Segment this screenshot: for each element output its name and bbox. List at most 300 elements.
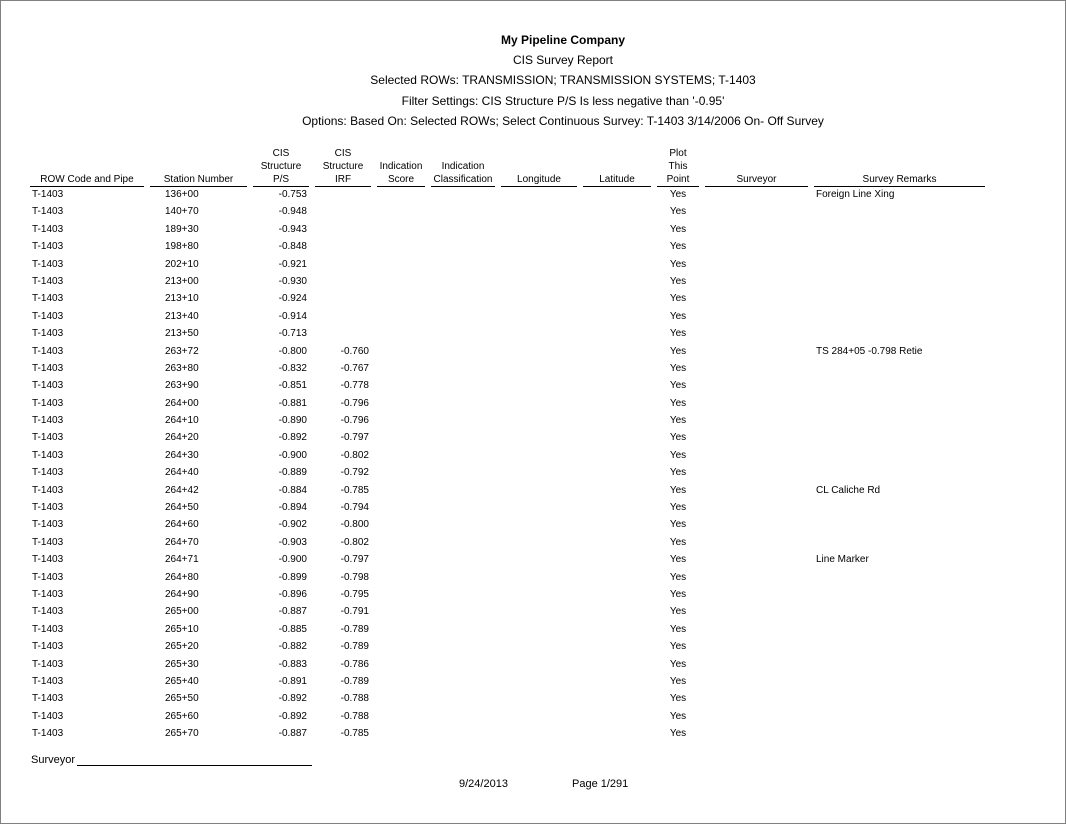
cell-longitude	[501, 710, 577, 727]
table-row	[30, 240, 985, 257]
cell-indication-classification	[431, 658, 495, 675]
cell-structure-irf: -0.767	[340, 362, 369, 374]
cell-remarks	[814, 223, 985, 240]
table-row	[30, 623, 985, 640]
table-row	[30, 588, 985, 605]
cell-indication-classification	[431, 588, 495, 605]
cell-structure-ps: -0.924	[278, 293, 307, 305]
cell-structure-ps: -0.899	[278, 571, 307, 583]
cell-indication-classification	[431, 553, 495, 570]
cell-structure-ps: -0.890	[278, 415, 307, 427]
cell-structure-irf: -0.796	[340, 397, 369, 409]
cell-station: 265+10	[165, 623, 199, 635]
cell-plot: Yes	[669, 519, 687, 531]
cell-indication-score	[377, 518, 425, 535]
cell-structure-irf: -0.789	[340, 623, 369, 635]
cell-structure-ps: -0.902	[278, 519, 307, 531]
cell-plot: Yes	[669, 362, 687, 374]
cell-row-code: T-1403	[32, 293, 64, 305]
cell-latitude	[583, 501, 651, 518]
cell-indication-classification	[431, 223, 495, 240]
cell-plot: Yes	[669, 293, 687, 305]
cell-plot: Yes	[669, 380, 687, 392]
cell-indication-classification	[431, 258, 495, 275]
cell-structure-irf	[315, 188, 371, 205]
cell-station: 264+30	[165, 449, 199, 461]
cell-remarks	[814, 658, 985, 675]
cell-surveyor	[705, 727, 808, 744]
col-header-latitude: Latitude	[583, 147, 651, 188]
cell-plot: Yes	[669, 467, 687, 479]
cell-plot: Yes	[669, 710, 687, 722]
cell-surveyor	[705, 518, 808, 535]
cell-surveyor	[705, 345, 808, 362]
cell-structure-irf: -0.794	[340, 502, 369, 514]
cell-row-code: T-1403	[32, 728, 64, 740]
col-header-irf: CIS Structure IRF	[315, 147, 371, 188]
cell-row-code: T-1403	[32, 519, 64, 531]
col-header-row-code: ROW Code and Pipe	[30, 147, 144, 188]
cell-indication-score	[377, 397, 425, 414]
cell-latitude	[583, 536, 651, 553]
cell-indication-score	[377, 484, 425, 501]
cell-indication-score	[377, 501, 425, 518]
cell-station: 263+80	[165, 362, 199, 374]
cell-indication-score	[377, 466, 425, 483]
cell-structure-irf	[315, 310, 371, 327]
table-row	[30, 605, 985, 622]
options-line: Options: Based On: Selected ROWs; Select Continuous Survey: T-1403 3/14/2006 On- Off Survey	[302, 114, 824, 128]
cell-indication-score	[377, 710, 425, 727]
cell-latitude	[583, 605, 651, 622]
cell-latitude	[583, 588, 651, 605]
cell-structure-irf	[315, 292, 371, 309]
cell-remarks	[814, 414, 985, 431]
cell-structure-ps: -0.892	[278, 693, 307, 705]
cell-indication-score	[377, 414, 425, 431]
signature-line	[77, 754, 312, 766]
cell-surveyor	[705, 484, 808, 501]
cell-indication-score	[377, 431, 425, 448]
cell-structure-irf: -0.788	[340, 710, 369, 722]
cell-row-code: T-1403	[32, 710, 64, 722]
cell-indication-classification	[431, 484, 495, 501]
cell-structure-ps: -0.848	[278, 241, 307, 253]
cell-latitude	[583, 553, 651, 570]
cell-structure-ps: -0.943	[278, 223, 307, 235]
cell-surveyor	[705, 258, 808, 275]
cell-surveyor	[705, 292, 808, 309]
cell-indication-classification	[431, 345, 495, 362]
cell-structure-irf: -0.798	[340, 571, 369, 583]
table-row	[30, 449, 985, 466]
cell-remarks: CL Caliche Rd	[816, 484, 881, 496]
cell-longitude	[501, 431, 577, 448]
cell-structure-irf: -0.802	[340, 449, 369, 461]
cell-indication-score	[377, 188, 425, 205]
cell-row-code: T-1403	[32, 467, 64, 479]
cell-longitude	[501, 362, 577, 379]
col-header-remarks: Survey Remarks	[814, 147, 985, 188]
cell-surveyor	[705, 553, 808, 570]
cell-surveyor	[705, 310, 808, 327]
cell-surveyor	[705, 675, 808, 692]
cell-surveyor	[705, 692, 808, 709]
table-row	[30, 553, 985, 570]
cell-longitude	[501, 310, 577, 327]
cell-remarks	[814, 397, 985, 414]
cell-longitude	[501, 205, 577, 222]
cell-structure-ps: -0.884	[278, 484, 307, 496]
cell-structure-ps: -0.889	[278, 467, 307, 479]
cell-station: 265+50	[165, 693, 199, 705]
cell-station: 264+90	[165, 588, 199, 600]
cell-surveyor	[705, 327, 808, 344]
cell-longitude	[501, 379, 577, 396]
cell-remarks	[814, 640, 985, 657]
table-row	[30, 362, 985, 379]
cell-indication-score	[377, 623, 425, 640]
cell-longitude	[501, 501, 577, 518]
cell-row-code: T-1403	[32, 258, 64, 270]
cell-indication-score	[377, 588, 425, 605]
cell-longitude	[501, 345, 577, 362]
cell-surveyor	[705, 240, 808, 257]
table-row	[30, 710, 985, 727]
cell-plot: Yes	[669, 275, 687, 287]
company-name: My Pipeline Company	[500, 33, 626, 47]
cell-indication-score	[377, 449, 425, 466]
cell-structure-irf: -0.778	[340, 380, 369, 392]
table-row	[30, 571, 985, 588]
cell-structure-irf: -0.791	[340, 606, 369, 618]
cell-row-code: T-1403	[32, 571, 64, 583]
cell-longitude	[501, 258, 577, 275]
cell-latitude	[583, 623, 651, 640]
cell-plot: Yes	[669, 345, 687, 357]
cell-surveyor	[705, 275, 808, 292]
cell-latitude	[583, 345, 651, 362]
table-row	[30, 310, 985, 327]
cell-surveyor	[705, 431, 808, 448]
cell-station: 198+80	[165, 241, 199, 253]
cell-indication-score	[377, 553, 425, 570]
cell-station: 264+00	[165, 397, 199, 409]
cell-longitude	[501, 292, 577, 309]
survey-table	[30, 147, 985, 745]
cell-latitude	[583, 727, 651, 744]
cell-plot: Yes	[669, 415, 687, 427]
cell-structure-ps: -0.713	[278, 328, 307, 340]
table-row	[30, 658, 985, 675]
cell-row-code: T-1403	[32, 275, 64, 287]
cell-structure-ps: -0.896	[278, 588, 307, 600]
cell-latitude	[583, 327, 651, 344]
cell-plot: Yes	[669, 675, 687, 687]
cell-remarks	[814, 605, 985, 622]
cell-latitude	[583, 449, 651, 466]
cell-indication-score	[377, 327, 425, 344]
cell-plot: Yes	[669, 588, 687, 600]
table-row	[30, 518, 985, 535]
cell-latitude	[583, 431, 651, 448]
cell-indication-classification	[431, 710, 495, 727]
cell-indication-score	[377, 727, 425, 744]
cell-surveyor	[705, 501, 808, 518]
cell-row-code: T-1403	[32, 432, 64, 444]
cell-longitude	[501, 397, 577, 414]
cell-longitude	[501, 605, 577, 622]
cell-remarks	[814, 727, 985, 744]
cell-remarks: TS 284+05 -0.798 Retie	[816, 345, 923, 357]
surveyor-label: Surveyor	[31, 754, 76, 766]
cell-station: 264+42	[165, 484, 199, 496]
cell-latitude	[583, 675, 651, 692]
cell-station: 265+20	[165, 641, 199, 653]
cell-station: 213+10	[165, 293, 199, 305]
table-row	[30, 727, 985, 744]
cell-indication-classification	[431, 397, 495, 414]
cell-plot: Yes	[669, 571, 687, 583]
cell-structure-irf: -0.797	[340, 554, 369, 566]
cell-remarks	[814, 240, 985, 257]
cell-latitude	[583, 414, 651, 431]
cell-structure-ps: -0.900	[278, 554, 307, 566]
cell-remarks: Foreign Line Xing	[816, 189, 895, 200]
selected-rows-line: Selected ROWs: TRANSMISSION; TRANSMISSION SYSTEMS; T-1403	[370, 73, 756, 87]
cell-longitude	[501, 536, 577, 553]
cell-longitude	[501, 484, 577, 501]
cell-latitude	[583, 379, 651, 396]
cell-indication-score	[377, 205, 425, 222]
cell-structure-ps: -0.892	[278, 710, 307, 722]
cell-indication-classification	[431, 327, 495, 344]
cell-remarks	[814, 571, 985, 588]
col-header-indication-score: Indication Score	[377, 147, 425, 188]
cell-latitude	[583, 710, 651, 727]
cell-row-code: T-1403	[32, 415, 64, 427]
table-row	[30, 414, 985, 431]
cell-remarks	[814, 327, 985, 344]
cell-remarks	[814, 692, 985, 709]
cell-structure-irf: -0.800	[340, 519, 369, 531]
cell-remarks	[814, 379, 985, 396]
cell-latitude	[583, 258, 651, 275]
cell-surveyor	[705, 362, 808, 379]
cell-indication-classification	[431, 466, 495, 483]
cell-surveyor	[705, 397, 808, 414]
cell-indication-score	[377, 362, 425, 379]
cell-longitude	[501, 240, 577, 257]
cell-station: 265+00	[165, 606, 199, 618]
cell-latitude	[583, 205, 651, 222]
cell-plot: Yes	[669, 484, 687, 496]
cell-remarks	[814, 449, 985, 466]
cell-indication-classification	[431, 727, 495, 744]
cell-row-code: T-1403	[32, 502, 64, 514]
cell-indication-score	[377, 640, 425, 657]
cell-station: 265+70	[165, 728, 199, 740]
cell-row-code: T-1403	[32, 380, 64, 392]
cell-plot: Yes	[669, 641, 687, 653]
cell-structure-irf: -0.789	[340, 641, 369, 653]
cell-plot: Yes	[669, 449, 687, 461]
cell-indication-score	[377, 379, 425, 396]
cell-latitude	[583, 518, 651, 535]
table-row	[30, 258, 985, 275]
cell-structure-irf: -0.786	[340, 658, 369, 670]
cell-longitude	[501, 658, 577, 675]
cell-row-code: T-1403	[32, 449, 64, 461]
cell-structure-ps: -0.882	[278, 641, 307, 653]
cell-surveyor	[705, 449, 808, 466]
table-row	[30, 640, 985, 657]
cell-plot: Yes	[669, 241, 687, 253]
cell-structure-irf: -0.785	[340, 728, 369, 740]
cell-indication-score	[377, 258, 425, 275]
cell-surveyor	[705, 640, 808, 657]
filter-settings-line: Filter Settings: CIS Structure P/S Is less negative than '-0.95'	[401, 94, 725, 108]
cell-structure-ps: -0.894	[278, 502, 307, 514]
table-row	[30, 397, 985, 414]
cell-indication-score	[377, 223, 425, 240]
table-row	[30, 692, 985, 709]
table-row	[30, 292, 985, 309]
cell-indication-classification	[431, 414, 495, 431]
cell-station: 264+20	[165, 432, 199, 444]
cell-station: 264+71	[165, 554, 199, 566]
cell-plot: Yes	[669, 658, 687, 670]
cell-station: 140+70	[165, 206, 199, 218]
cell-plot: Yes	[669, 554, 687, 566]
table-header-row	[30, 147, 985, 188]
cell-longitude	[501, 571, 577, 588]
cell-row-code: T-1403	[32, 345, 64, 357]
table-row	[30, 675, 985, 692]
cell-longitude	[501, 640, 577, 657]
cell-structure-irf: -0.760	[340, 345, 369, 357]
col-header-indication-classification: Indication Classification	[431, 147, 495, 188]
cell-structure-ps: -0.832	[278, 362, 307, 374]
cell-remarks	[814, 675, 985, 692]
cell-plot: Yes	[669, 328, 687, 340]
cell-row-code: T-1403	[32, 536, 64, 548]
cell-indication-classification	[431, 431, 495, 448]
cell-surveyor	[705, 188, 808, 205]
cell-latitude	[583, 484, 651, 501]
cell-structure-ps: -0.903	[278, 536, 307, 548]
cell-longitude	[501, 675, 577, 692]
cell-longitude	[501, 518, 577, 535]
table-row	[30, 205, 985, 222]
cell-structure-ps: -0.891	[278, 675, 307, 687]
col-header-station: Station Number	[150, 147, 247, 188]
cell-structure-ps: -0.851	[278, 380, 307, 392]
surveyor-signature	[31, 754, 312, 766]
cell-structure-irf: -0.788	[340, 693, 369, 705]
col-header-longitude: Longitude	[501, 147, 577, 188]
cell-remarks	[814, 275, 985, 292]
cell-station: 189+30	[165, 223, 199, 235]
cell-plot: Yes	[669, 432, 687, 444]
cell-indication-classification	[431, 501, 495, 518]
cell-station: 213+40	[165, 310, 199, 322]
cell-surveyor	[705, 588, 808, 605]
cell-plot: Yes	[669, 606, 687, 618]
cell-structure-ps: -0.887	[278, 728, 307, 740]
cell-indication-score	[377, 292, 425, 309]
cell-structure-ps: -0.885	[278, 623, 307, 635]
cell-row-code: T-1403	[32, 189, 64, 200]
cell-station: 265+30	[165, 658, 199, 670]
cell-station: 263+90	[165, 380, 199, 392]
cell-latitude	[583, 310, 651, 327]
table-row	[30, 466, 985, 483]
cell-station: 265+60	[165, 710, 199, 722]
table-row	[30, 275, 985, 292]
cell-station: 265+40	[165, 675, 199, 687]
cell-structure-ps: -0.887	[278, 606, 307, 618]
cell-remarks	[814, 431, 985, 448]
cell-structure-irf: -0.792	[340, 467, 369, 479]
cell-structure-ps: -0.753	[278, 189, 307, 200]
cell-surveyor	[705, 623, 808, 640]
cell-plot: Yes	[669, 693, 687, 705]
cell-row-code: T-1403	[32, 693, 64, 705]
cell-indication-classification	[431, 205, 495, 222]
cell-structure-ps: -0.930	[278, 275, 307, 287]
cell-surveyor	[705, 605, 808, 622]
cell-indication-classification	[431, 449, 495, 466]
cell-structure-ps: -0.883	[278, 658, 307, 670]
cell-plot: Yes	[669, 623, 687, 635]
cell-latitude	[583, 240, 651, 257]
cell-remarks	[814, 292, 985, 309]
cell-remarks	[814, 588, 985, 605]
cell-longitude	[501, 449, 577, 466]
cell-structure-irf	[315, 275, 371, 292]
cell-longitude	[501, 414, 577, 431]
cell-row-code: T-1403	[32, 658, 64, 670]
cell-remarks	[814, 518, 985, 535]
cell-row-code: T-1403	[32, 588, 64, 600]
table-row	[30, 188, 985, 205]
col-header-plot: Plot This Point	[657, 147, 699, 188]
cell-remarks: Line Marker	[816, 554, 869, 566]
cell-indication-score	[377, 658, 425, 675]
cell-indication-classification	[431, 362, 495, 379]
cell-indication-score	[377, 345, 425, 362]
cell-row-code: T-1403	[32, 397, 64, 409]
table-row	[30, 431, 985, 448]
cell-station: 264+80	[165, 571, 199, 583]
cell-structure-irf	[315, 240, 371, 257]
cell-row-code: T-1403	[32, 606, 64, 618]
cell-latitude	[583, 571, 651, 588]
cell-latitude	[583, 275, 651, 292]
cell-row-code: T-1403	[32, 675, 64, 687]
cell-plot: Yes	[669, 258, 687, 270]
cell-remarks	[814, 710, 985, 727]
cell-station: 136+00	[165, 189, 199, 200]
cell-structure-ps: -0.914	[278, 310, 307, 322]
cell-surveyor	[705, 379, 808, 396]
cell-indication-score	[377, 310, 425, 327]
cell-structure-irf	[315, 258, 371, 275]
cell-row-code: T-1403	[32, 241, 64, 253]
cell-indication-classification	[431, 275, 495, 292]
cell-latitude	[583, 362, 651, 379]
